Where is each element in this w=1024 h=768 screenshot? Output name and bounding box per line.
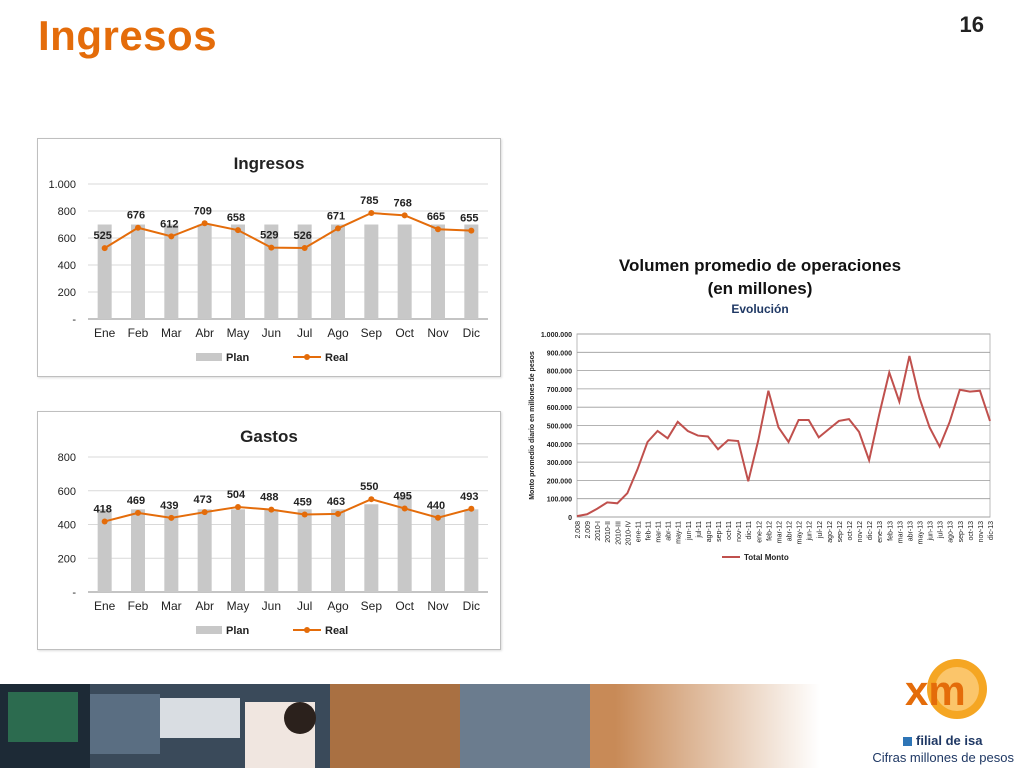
volumen-xtick-label: nov-13 [977,521,985,543]
ingresos-data-label: 665 [426,211,446,224]
volumen-xtick-label: jun-13 [927,521,935,541]
gastos-xtick-label: Abr [195,599,215,613]
gastos-data-label: 495 [393,490,412,503]
gastos-xtick-label: Dic [462,599,481,613]
ingresos-ytick-label: - [72,314,76,326]
gastos-plan-bar [164,509,178,592]
ingresos-real-point [435,226,441,232]
ingresos-xtick-label: Jun [261,326,282,340]
ingresos-xtick-label: Oct [395,326,415,340]
volumen-xtick-label: mar-13 [897,521,905,544]
volumen-xtick-label: 2010-I [595,521,603,541]
ingresos-chart-svg [38,139,500,376]
ingresos-plan-bar [198,225,212,320]
gastos-plan-bar [264,509,278,592]
volumen-ylabel: Monto promedio diario en millones de pesos [529,351,536,500]
volumen-xtick-label: may-12 [796,521,804,545]
ingresos-legend-real-label: Real [325,352,349,364]
gastos-legend-real-label: Real [325,625,349,637]
ingresos-plan-bar [431,225,445,320]
logo-subtitle-text: filial de isa [916,733,983,748]
volumen-xtick-label: 2.008 [575,521,582,539]
ingresos-plan-bar [231,225,245,320]
ingresos-xtick-label: Ene [93,326,116,340]
ingresos-real-point [235,227,241,233]
gastos-ytick-label: - [72,587,76,599]
gastos-ytick-label: 400 [57,519,76,532]
gastos-legend-plan-label: Plan [226,625,250,637]
volumen-xtick-label: abr-12 [786,521,794,542]
gastos-plan-bar [464,509,478,592]
volumen-ytick-label: 0 [568,515,572,522]
volumen-ytick-label: 600.000 [546,405,572,413]
footer-photo [0,684,820,768]
volumen-xtick-label: ago-13 [947,521,955,543]
ingresos-real-point [468,228,474,234]
volumen-xtick-label: nov-11 [736,521,744,542]
gastos-real-point [168,515,174,521]
gastos-plan-bar [131,509,145,592]
ingresos-xtick-label: Abr [195,326,215,340]
ingresos-plan-bar [398,225,412,320]
volumen-xtick-label: sep-13 [957,521,965,543]
ingresos-data-label: 676 [126,209,146,222]
volumen-legend-label: Total Monto [744,553,789,562]
gastos-xtick-label: Ene [93,599,116,613]
gastos-data-label: 493 [460,490,479,503]
volumen-xtick-label: 2010-IV [625,521,633,546]
gastos-data-label: 504 [226,488,246,501]
ingresos-chart [37,138,501,377]
gastos-plan-bar [298,509,312,592]
volumen-chart-subtitle: Evolución [731,302,789,316]
volumen-xtick-label: may-11 [675,521,683,544]
volumen-xtick-label: sep-12 [836,521,844,543]
ingresos-data-label: 525 [93,230,112,243]
gastos-real-point [135,510,141,516]
volumen-title-line: Volumen promedio de operaciones [618,256,902,275]
gastos-real-point [402,505,408,511]
ingresos-xtick-label: Ago [327,326,349,340]
volumen-xtick-label: feb-11 [645,521,653,541]
ingresos-data-label: 526 [293,229,312,242]
volumen-ytick-label: 200.000 [546,478,572,486]
volumen-xtick-label: 2010-III [615,521,623,545]
ingresos-ytick-label: 400 [57,260,76,272]
volumen-ytick-label: 800.000 [546,368,572,376]
volumen-xtick-label: dic-11 [746,521,754,540]
volumen-xtick-label: feb-12 [766,521,774,541]
ingresos-real-point [202,220,208,226]
gastos-real-point [102,518,108,524]
ingresos-xtick-label: Mar [160,326,182,340]
ingresos-plan-bar [464,225,478,320]
gastos-data-label: 488 [260,491,279,504]
ingresos-ytick-label: 200 [57,287,76,299]
gastos-xtick-label: Jul [296,599,313,613]
volumen-chart-svg [522,320,1002,570]
volumen-xtick-label: 2.009 [585,521,593,539]
ingresos-legend-plan-label: Plan [226,352,250,364]
gastos-xtick-label: Mar [160,599,182,613]
volumen-xtick-label: may-13 [917,521,925,545]
page-title: Ingresos [38,12,218,59]
volumen-xtick-label: ene-12 [756,521,764,543]
gastos-plan-bar [231,509,245,592]
volumen-xtick-label: ene-11 [635,521,643,543]
ingresos-ytick-label: 1.000 [48,179,76,191]
ingresos-legend-plan-swatch [196,353,222,361]
volumen-xtick-label: dic-13 [988,521,995,541]
gastos-xtick-label: Ago [327,599,349,613]
ingresos-plan-bar [331,225,345,320]
gastos-data-label: 469 [126,494,146,507]
gastos-real-point [335,511,341,517]
gastos-real-point [435,515,441,521]
volumen-xtick-label: dic-12 [867,521,875,541]
gastos-plan-bar [331,509,345,592]
ingresos-real-point [368,210,374,216]
gastos-ytick-label: 600 [57,485,76,498]
ingresos-xtick-label: Jul [296,326,313,340]
gastos-xtick-label: May [226,599,250,613]
volumen-xtick-label: mar-12 [776,521,784,544]
ingresos-xtick-label: May [226,326,250,340]
volumen-xtick-label: oct-13 [967,521,975,541]
ingresos-data-label: 612 [160,218,179,231]
gastos-real-point [468,506,474,512]
ingresos-xtick-label: Sep [360,326,383,340]
gastos-data-label: 473 [193,494,212,507]
page-number: 16 [959,12,984,37]
gastos-ytick-label: 800 [57,452,76,464]
volumen-xtick-label: nov-12 [857,521,865,543]
ingresos-title: Ingresos [233,154,305,173]
ingresos-plan-bar [364,225,378,320]
square-icon [903,737,912,746]
volumen-xtick-label: sep-11 [716,521,724,542]
volumen-ytick-label: 700.000 [546,386,572,394]
gastos-xtick-label: Nov [427,599,449,613]
ingresos-xtick-label: Dic [462,326,481,340]
gastos-xtick-label: Oct [395,599,415,613]
ingresos-xtick-label: Feb [127,326,149,340]
volumen-xtick-label: abr-13 [907,521,915,542]
logo-subtitle [903,733,982,748]
ingresos-data-label: 671 [326,210,346,223]
volumen-ytick-label: 900.000 [546,350,572,358]
gastos-xtick-label: Feb [127,599,149,613]
gastos-real-point [368,496,374,502]
logo-text: xm [905,667,966,714]
volumen-chart-title [590,254,930,300]
gastos-data-label: 463 [326,495,346,508]
ingresos-data-label: 709 [193,205,212,218]
gastos-real-point [202,509,208,515]
volumen-ytick-label: 100.000 [546,496,572,504]
volumen-ytick-label: 1.000.000 [540,332,572,339]
volumen-xtick-label: mar-11 [655,521,663,543]
volumen-xtick-label: abr-11 [665,521,673,541]
ingresos-data-label: 768 [393,197,412,210]
gastos-data-label: 418 [93,503,112,516]
gastos-xtick-label: Jun [261,599,282,613]
volumen-xtick-label: feb-13 [887,521,895,541]
ingresos-data-label: 655 [460,212,479,225]
volumen-xtick-label: jun-12 [806,521,814,541]
ingresos-data-label: 529 [260,229,279,242]
ingresos-real-point [268,245,274,251]
ingresos-ytick-label: 600 [57,233,76,245]
volumen-ytick-label: 400.000 [546,441,572,449]
gastos-xtick-label: Sep [360,599,383,613]
gastos-real-point [268,507,274,513]
ingresos-real-point [335,225,341,231]
ingresos-legend-real-marker [304,354,310,360]
gastos-ytick-label: 200 [57,553,76,566]
xm-logo [895,655,995,733]
gastos-plan-bar [198,509,212,592]
gastos-title: Gastos [240,427,298,446]
volumen-xtick-label: 2010-II [605,521,613,543]
gastos-legend-plan-swatch [196,626,222,634]
ingresos-data-label: 658 [226,212,246,225]
volumen-xtick-label: oct-11 [726,521,734,540]
volumen-xtick-label: jul-12 [816,521,824,539]
ingresos-real-point [135,225,141,231]
gastos-real-point [235,504,241,510]
volumen-ytick-label: 500.000 [546,423,572,431]
gastos-plan-bar [431,509,445,592]
volumen-xtick-label: ene-13 [877,521,885,543]
gastos-data-label: 550 [360,481,379,494]
ingresos-xtick-label: Nov [427,326,449,340]
gastos-data-label: 439 [160,499,179,512]
ingresos-real-point [168,233,174,239]
volumen-xtick-label: ago-12 [826,521,834,543]
ingresos-real-point [302,245,308,251]
gastos-legend-real-marker [304,627,310,633]
gastos-data-label: 440 [426,499,446,512]
volumen-xtick-label: jul-11 [695,521,703,538]
ingresos-ytick-label: 800 [57,206,76,218]
gastos-chart-svg [38,412,500,649]
volumen-xtick-label: jun-11 [685,521,693,540]
gastos-data-label: 459 [293,496,312,509]
ingresos-data-label: 785 [360,195,379,208]
gastos-chart [37,411,501,650]
volumen-xtick-label: ago-11 [705,521,713,543]
ingresos-real-point [102,245,108,251]
volumen-xtick-label: oct-12 [846,521,854,541]
gastos-plan-bar [364,504,378,592]
volumen-xtick-label: jul-13 [937,521,945,539]
gastos-real-point [302,512,308,518]
ingresos-plan-bar [131,225,145,320]
footer-note: Cifras millones de pesos [872,750,1014,765]
ingresos-real-point [402,212,408,218]
volumen-ytick-label: 300.000 [546,460,572,468]
volumen-title-line: (en millones) [707,279,813,298]
